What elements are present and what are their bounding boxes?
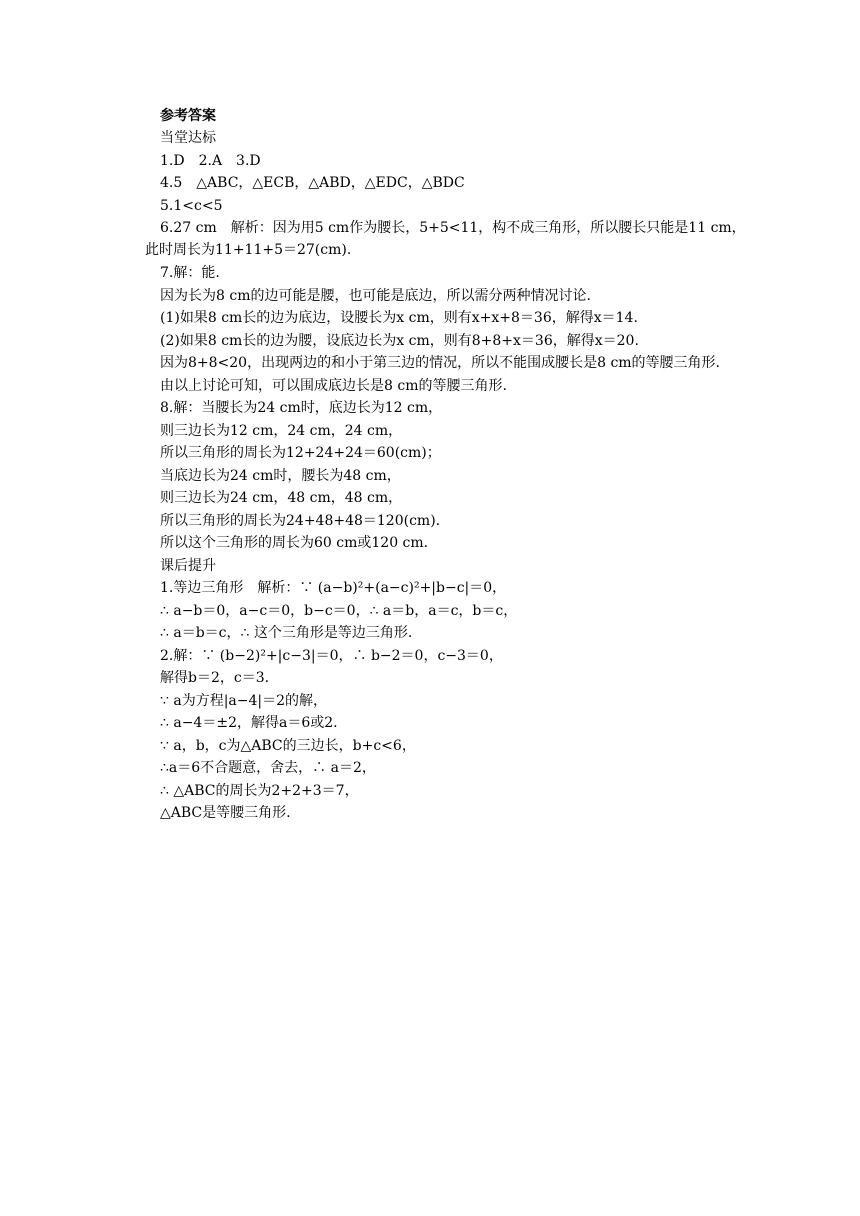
answer-line: 由以上讨论可知，可以围成底边长是8 cm的等腰三角形.	[160, 378, 507, 394]
answer-line: (2)如果8 cm长的边为腰，设底边长为x cm，则有8+8+x＝36，解得x＝20.	[160, 333, 639, 349]
answer-line: 4.5 △ABC，△ECB，△ABD，△EDC，△BDC	[160, 175, 465, 191]
answer-line: 解得b＝2，c＝3.	[160, 670, 270, 686]
answer-line: 所以三角形的周长为12+24+24＝60(cm)；	[160, 445, 441, 461]
answer-line: 所以这个三角形的周长为60 cm或120 cm.	[160, 535, 429, 551]
answer-line: 8.解：当腰长为24 cm时，底边长为12 cm，	[160, 400, 443, 416]
answer-line: 7.解：能.	[160, 265, 220, 281]
answer-line: 1.D 2.A 3.D	[160, 153, 261, 169]
section-heading-after-class: 课后提升	[160, 558, 216, 574]
answer-line: 6.27 cm 解析：因为用5 cm作为腰长，5+5<11，构不成三角形，所以腰长只能是11 cm，	[160, 220, 746, 236]
answer-line: (1)如果8 cm长的边为底边，设腰长为x cm，则有x+x+8＝36，解得x＝14.	[160, 310, 638, 326]
answer-line: 所以三角形的周长为24+48+48＝120(cm).	[160, 513, 441, 529]
answer-line: 则三边长为12 cm，24 cm，24 cm，	[160, 423, 403, 439]
answer-line: ∴ a−4＝±2，解得a＝6或2.	[160, 715, 338, 731]
answer-line: 因为长为8 cm的边可能是腰，也可能是底边，所以需分两种情况讨论.	[160, 288, 591, 304]
answer-line: ∴ a−b＝0，a−c＝0，b−c＝0，∴ a＝b，a＝c，b＝c，	[160, 603, 518, 619]
answer-line: ∴a＝6不合题意，舍去，∴ a＝2，	[160, 760, 376, 776]
answer-line: 1.等边三角形 解析：∵ (a−b)²+(a−c)²+|b−c|＝0，	[160, 580, 507, 596]
answer-line: ∵ a，b，c为△ABC的三边长，b+c<6，	[160, 738, 416, 754]
answer-line: 5.1<c<5	[160, 198, 223, 214]
answer-line: 2.解：∵ (b−2)²+|c−3|＝0，∴ b−2＝0，c−3＝0，	[160, 648, 503, 664]
answer-line: 则三边长为24 cm，48 cm，48 cm，	[160, 490, 403, 506]
answer-line: 因为8+8<20，出现两边的和小于第三边的情况，所以不能围成腰长是8 cm的等腰三角形.	[160, 355, 721, 371]
section-heading-class-practice: 当堂达标	[160, 130, 216, 146]
answer-line: △ABC是等腰三角形.	[160, 805, 291, 821]
answer-line: ∴ a＝b＝c，∴ 这个三角形是等边三角形.	[160, 625, 413, 641]
answer-line: 当底边长为24 cm时，腰长为48 cm，	[160, 468, 401, 484]
answer-line: ∴ △ABC的周长为2+2+3＝7，	[160, 783, 359, 799]
answer-line: 此时周长为11+11+5＝27(cm).	[145, 242, 352, 258]
answer-line: ∵ a为方程|a−4|＝2的解，	[160, 693, 328, 709]
answer-heading: 参考答案	[160, 108, 216, 124]
